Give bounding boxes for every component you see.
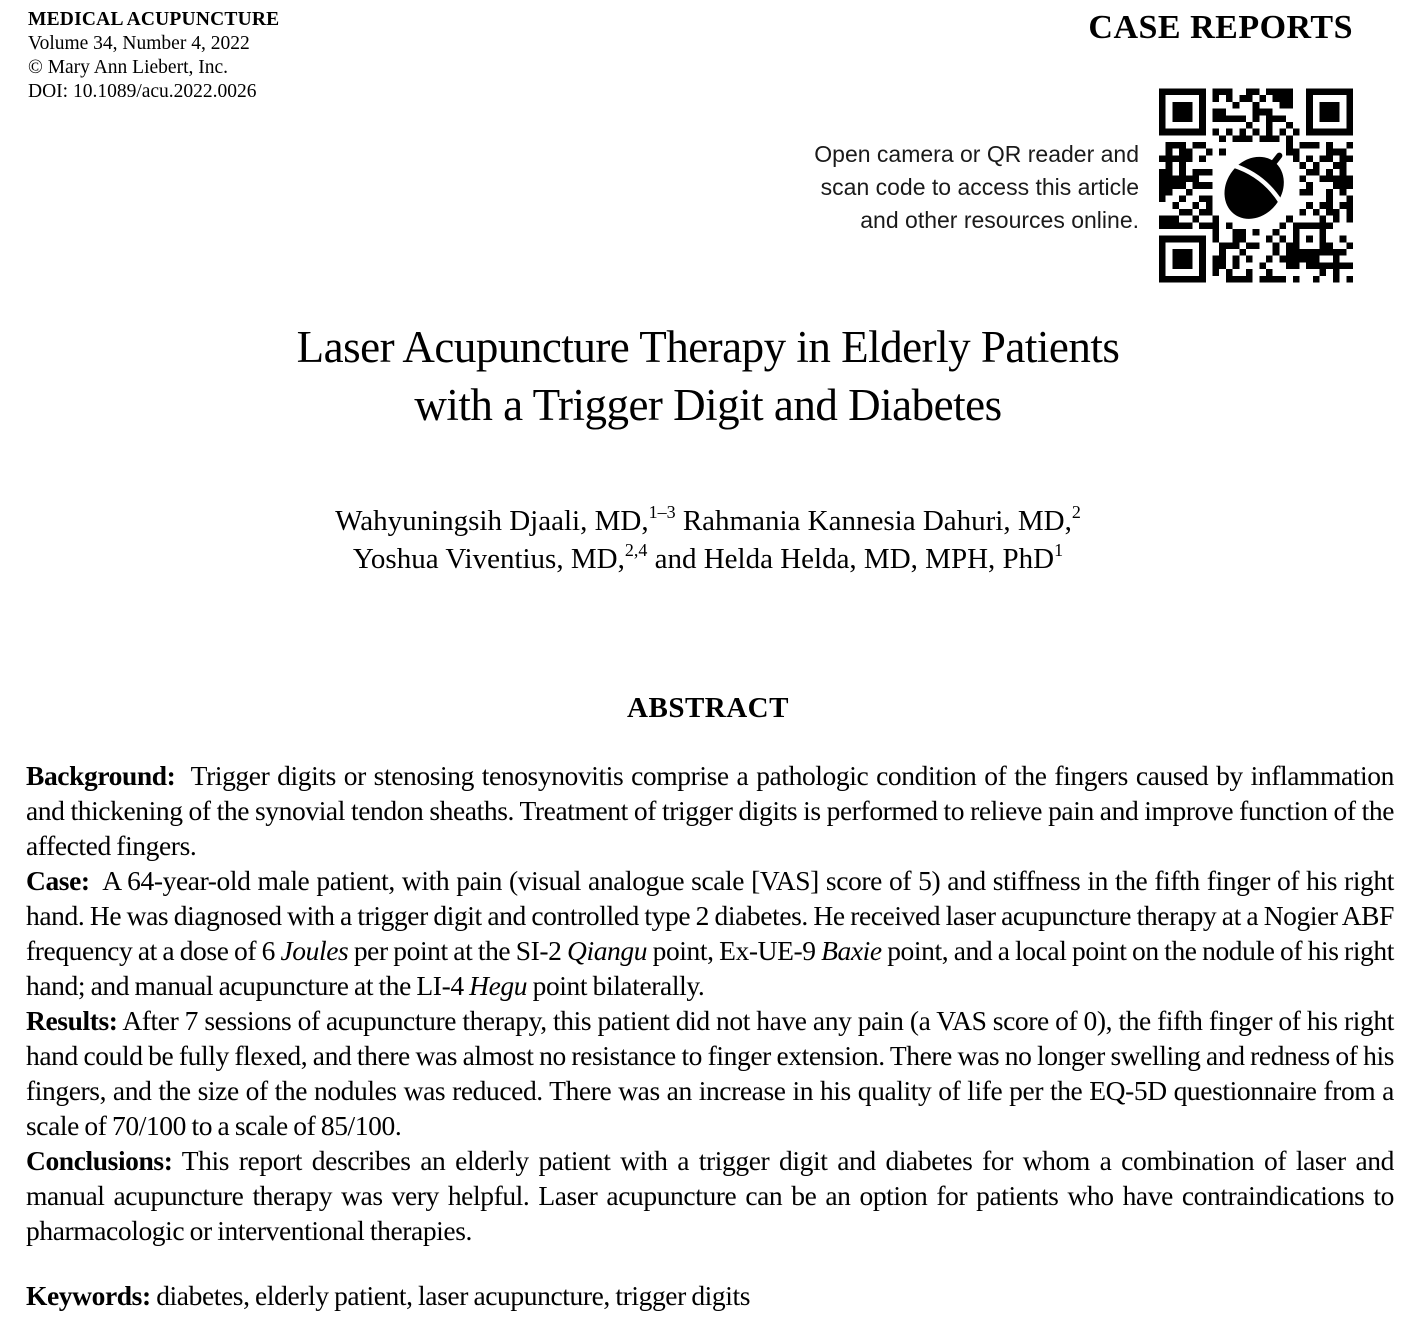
abstract-section-text: Baxie <box>821 935 882 966</box>
abstract-section-text: A 64-year-old male patient, with pain (visual analogue scale [VAS] score of 5) and stiffness in the fifth finger of his right hand. He was diagnosed with a trigger digit and controlled type 2 diabetes. He received laser acupuncture therapy at a Nogier ABF frequency at a dose of 6 <box>26 865 1394 966</box>
abstract-section-background <box>26 758 1394 863</box>
abstract-section-case <box>26 863 1394 1003</box>
author-line <box>0 502 1416 540</box>
publication-info <box>28 8 279 104</box>
keywords-label: Keywords: <box>26 1280 151 1311</box>
abstract-section-label: Results: <box>26 1005 118 1036</box>
qr-caption-line: Open camera or QR reader and <box>814 141 1139 167</box>
abstract-section-text: Joules <box>280 935 349 966</box>
author-text: Rahmania Kannesia Dahuri, MD, <box>675 505 1072 537</box>
abstract-section-text: Trigger digits or stenosing tenosynovitis comprise a pathologic condition of the fingers caused by inflammation and thickening of the synovial tendon sheaths. Treatment of trigger digits is performed to relieve pain and improve function of the affected fingers. <box>26 760 1394 861</box>
abstract-section-label: Conclusions: <box>26 1145 173 1176</box>
qr-block <box>809 88 1353 283</box>
author-list <box>0 502 1416 578</box>
abstract-section-text: point, Ex-UE-9 <box>647 935 822 966</box>
abstract-section-label: Background: <box>26 760 176 791</box>
affiliation-superscript: 1 <box>1054 540 1064 561</box>
affiliation-superscript: 1–3 <box>648 502 676 523</box>
abstract-section-text: per point at the SI-2 <box>348 935 567 966</box>
abstract-section-text: point, and a local point on the nodule of his right hand; and manual acupuncture at the LI-4 <box>26 935 1394 1001</box>
keywords-text: diabetes, elderly patient, laser acupuncture, trigger digits <box>150 1280 751 1311</box>
section-heading: CASE REPORTS <box>1088 9 1353 46</box>
abstract-body <box>26 758 1394 1313</box>
abstract-heading: ABSTRACT <box>627 692 789 724</box>
abstract-section-label: Case: <box>26 865 90 896</box>
abstract-section-text: This report describes an elderly patient with a trigger digit and diabetes for whom a combination of laser and manual acupuncture therapy was very helpful. Laser acupuncture can be an option for patients who have contraindications to pharmacologic or interventional therapies. <box>26 1145 1394 1246</box>
journal-name: MEDICAL ACUPUNCTURE <box>28 9 280 30</box>
qr-code-image <box>1159 88 1353 283</box>
abstract-section-text: point bilaterally. <box>527 970 705 1001</box>
author-text: and Helda Helda, MD, MPH, PhD <box>647 543 1055 575</box>
affiliation-superscript: 2 <box>1071 502 1081 523</box>
abstract-section-text: After 7 sessions of acupuncture therapy, this patient did not have any pain (a VAS score of 0), the fifth finger of his right hand could be fully flexed, and there was almost no resistance to finger extension. There was no longer swelling and redness of his fingers, and the size of the nodules was reduced. There was an increase in his quality of life per the EQ-5D questionnaire from a scale of 70/100 to a scale of 85/100. <box>26 1005 1394 1141</box>
article-title-line1: Laser Acupuncture Therapy in Elderly Patients <box>296 322 1120 372</box>
keywords-line <box>26 1278 1394 1313</box>
journal-volume: Volume 34, Number 4, 2022 <box>28 33 250 54</box>
qr-caption <box>809 138 1139 237</box>
qr-caption-line: and other resources online. <box>860 207 1139 233</box>
qr-caption-line: scan code to access this article <box>820 174 1139 200</box>
article-title-line2: with a Trigger Digit and Diabetes <box>414 380 1002 430</box>
author-text: Wahyuningsih Djaali, MD, <box>335 505 649 537</box>
abstract-section-conclusions <box>26 1143 1394 1248</box>
journal-doi: DOI: 10.1089/acu.2022.0026 <box>28 81 257 102</box>
abstract-section-text: Hegu <box>469 970 528 1001</box>
qr-code-icon <box>1159 88 1353 283</box>
author-line <box>0 540 1416 578</box>
author-text: Yoshua Viventius, MD, <box>352 543 625 575</box>
abstract-section-text: Qiangu <box>567 935 648 966</box>
article-title <box>0 318 1416 434</box>
journal-copyright: © Mary Ann Liebert, Inc. <box>28 57 229 78</box>
affiliation-superscript: 2,4 <box>624 540 648 561</box>
abstract-section-results <box>26 1003 1394 1143</box>
